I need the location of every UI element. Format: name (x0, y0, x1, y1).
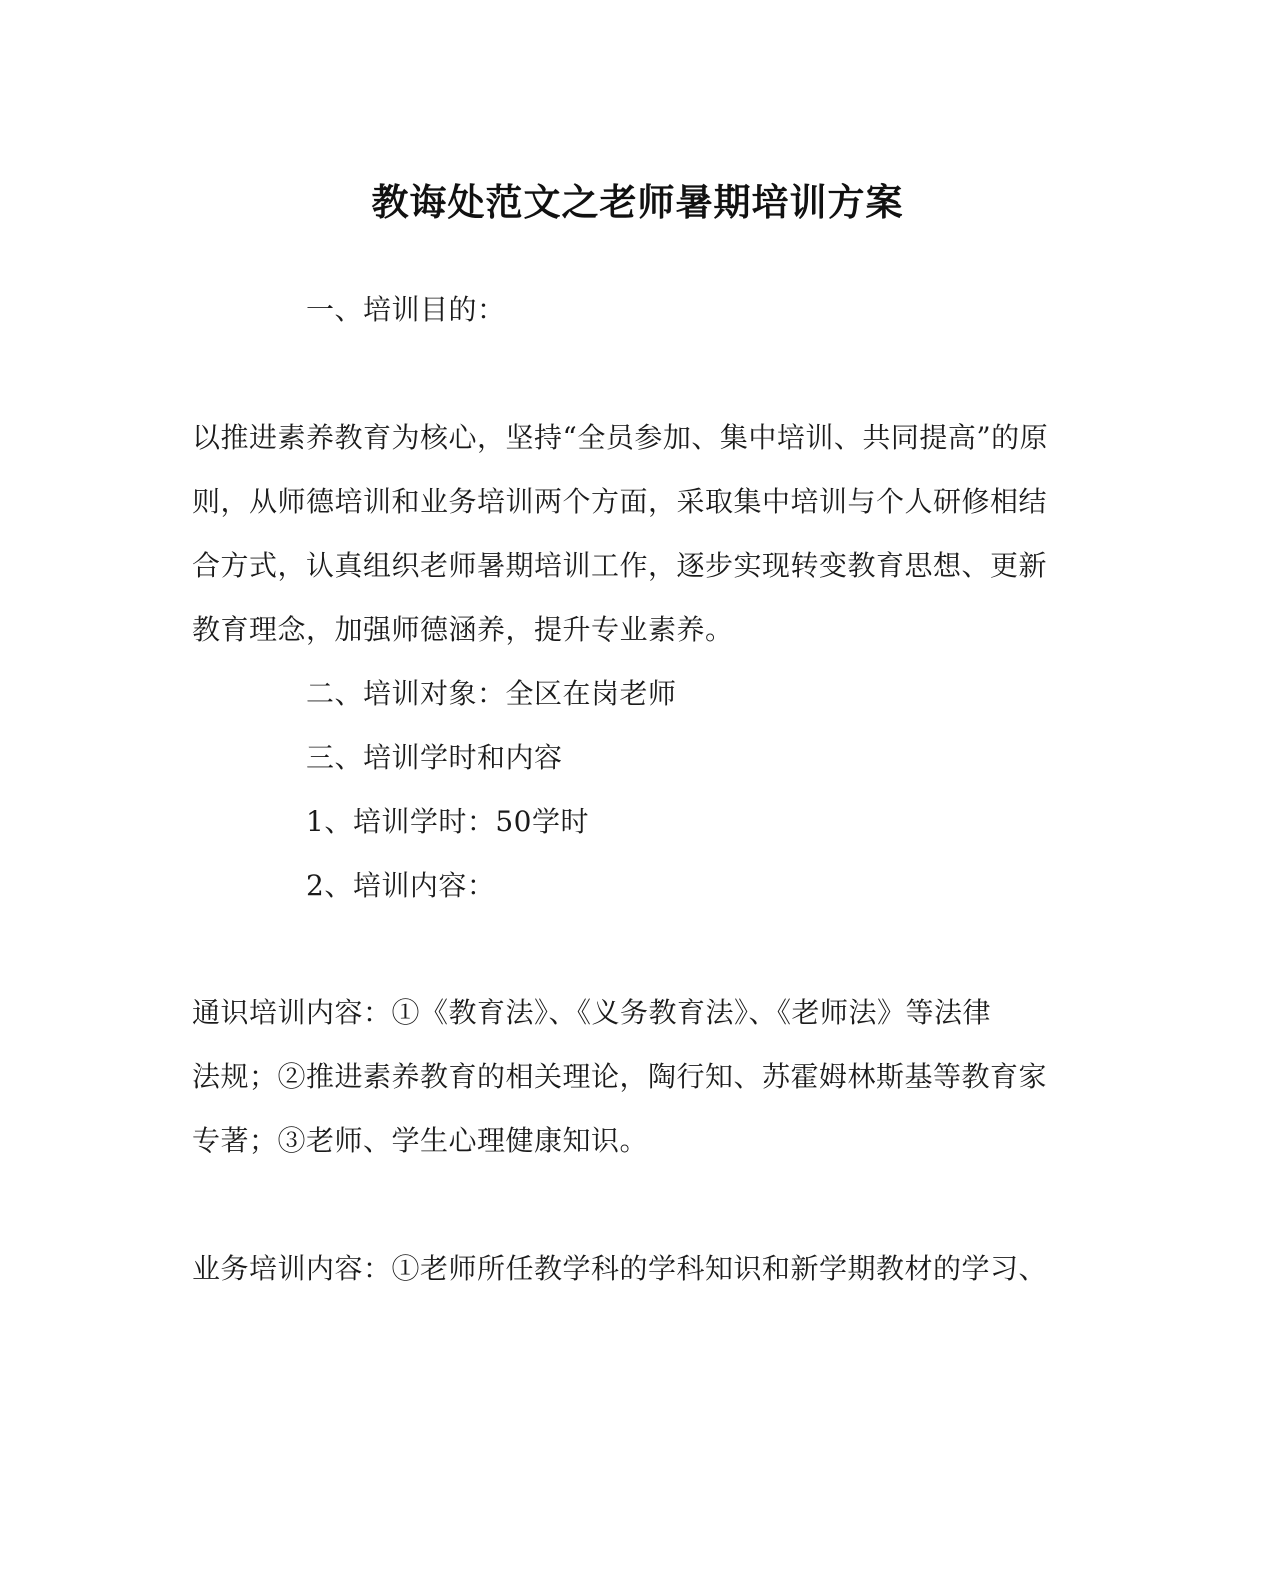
item-hours: 1、培训学时：50学时 (306, 805, 589, 838)
paragraph-purpose-line-2: 则，从师德培训和业务培训两个方面，采取集中培训与个人研修相结 (192, 485, 1048, 518)
paragraph-general-line-2: 法规；②推进素养教育的相关理论，陶行知、苏霍姆林斯基等教育家 (192, 1060, 1048, 1093)
paragraph-purpose-line-1: 以推进素养教育为核心，坚持“全员参加、集中培训、共同提高”的原 (192, 421, 1049, 454)
paragraph-general-line-3: 专著；③老师、学生心理健康知识。 (192, 1124, 649, 1157)
paragraph-general-line-1: 通识培训内容：①《教育法》、《义务教育法》、《老师法》等法律 (192, 996, 992, 1029)
section-heading-purpose: 一、培训目的： (306, 293, 506, 326)
item-content: 2、培训内容： (306, 869, 496, 902)
section-heading-hours-content: 三、培训学时和内容 (306, 741, 563, 774)
document-title: 教诲处范文之老师暑期培训方案 (371, 180, 904, 224)
paragraph-purpose-line-4: 教育理念，加强师德涵养，提升专业素养。 (192, 613, 734, 646)
paragraph-purpose-line-3: 合方式，认真组织老师暑期培训工作，逐步实现转变教育思想、更新 (192, 549, 1048, 582)
paragraph-business-line-1: 业务培训内容：①老师所任教学科的学科知识和新学期教材的学习、 (192, 1252, 1048, 1285)
section-heading-target: 二、培训对象：全区在岗老师 (306, 677, 677, 710)
